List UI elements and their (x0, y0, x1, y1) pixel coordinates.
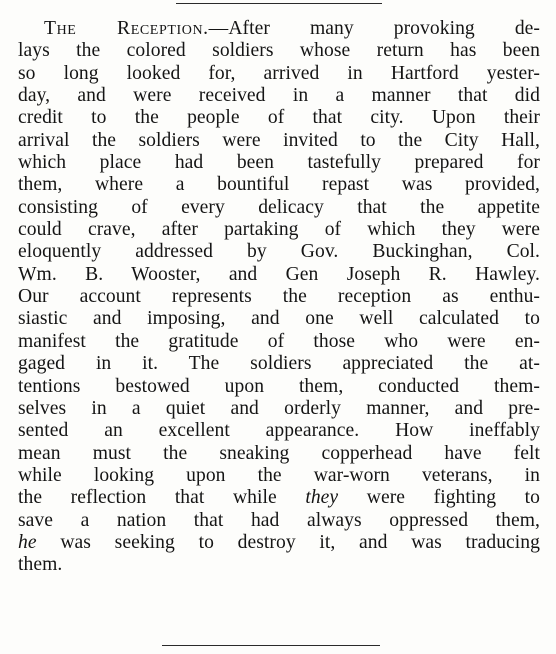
bottom-rule (162, 645, 380, 646)
article-line: eloquently addressed by Gov. Buckinghan, Col. (18, 241, 540, 263)
italic-emphasis: he (18, 531, 37, 553)
article-line: gaged in it. The soldiers appreciated the at- (18, 353, 540, 375)
article-line: sented an excellent appearance. How ineffably (18, 420, 540, 442)
article-line: The Reception.—After many provoking de- (44, 18, 540, 39)
article-line: them, where a bountiful repast was provided, (18, 174, 540, 196)
article-line: Our account represents the reception as enthu- (18, 286, 540, 308)
article-body (18, 18, 540, 577)
article-line: manifest the gratitude of those who were en- (18, 330, 540, 352)
article-line: save a nation that had always oppressed them, (18, 509, 540, 531)
italic-emphasis: they (305, 487, 339, 509)
article-line: so long looked for, arrived in Hartford yester- (18, 62, 540, 84)
article-line: arrival the soldiers were invited to the City Hall, (18, 129, 540, 151)
article-line: siastic and imposing, and one well calculated to (18, 308, 540, 330)
article-line: them. (18, 554, 63, 576)
article-line: the reflection that while they were fighting to (18, 487, 540, 509)
article-line: credit to the people of that city. Upon their (18, 107, 540, 129)
article-line: mean must the sneaking copperhead have felt (18, 442, 540, 464)
article-line: Wm. B. Wooster, and Gen Joseph R. Hawley. (18, 263, 540, 285)
article-line: he was seeking to destroy it, and was traducing (18, 531, 540, 553)
article-line: could crave, after partaking of which they were (18, 219, 540, 241)
article-line: consisting of every delicacy that the appetite (18, 196, 540, 218)
article-line: which place had been tastefully prepared for (18, 152, 540, 174)
top-rule (176, 3, 382, 4)
article-line: while looking upon the war-worn veterans, in (18, 464, 540, 486)
article-line: lays the colored soldiers whose return has been (18, 40, 540, 62)
article-line: tentions bestowed upon them, conducted them- (18, 375, 540, 397)
article-line: day, and were received in a manner that did (18, 85, 540, 107)
article-line: selves in a quiet and orderly manner, and pre- (18, 397, 540, 419)
article-headline: The Reception. (44, 18, 209, 39)
